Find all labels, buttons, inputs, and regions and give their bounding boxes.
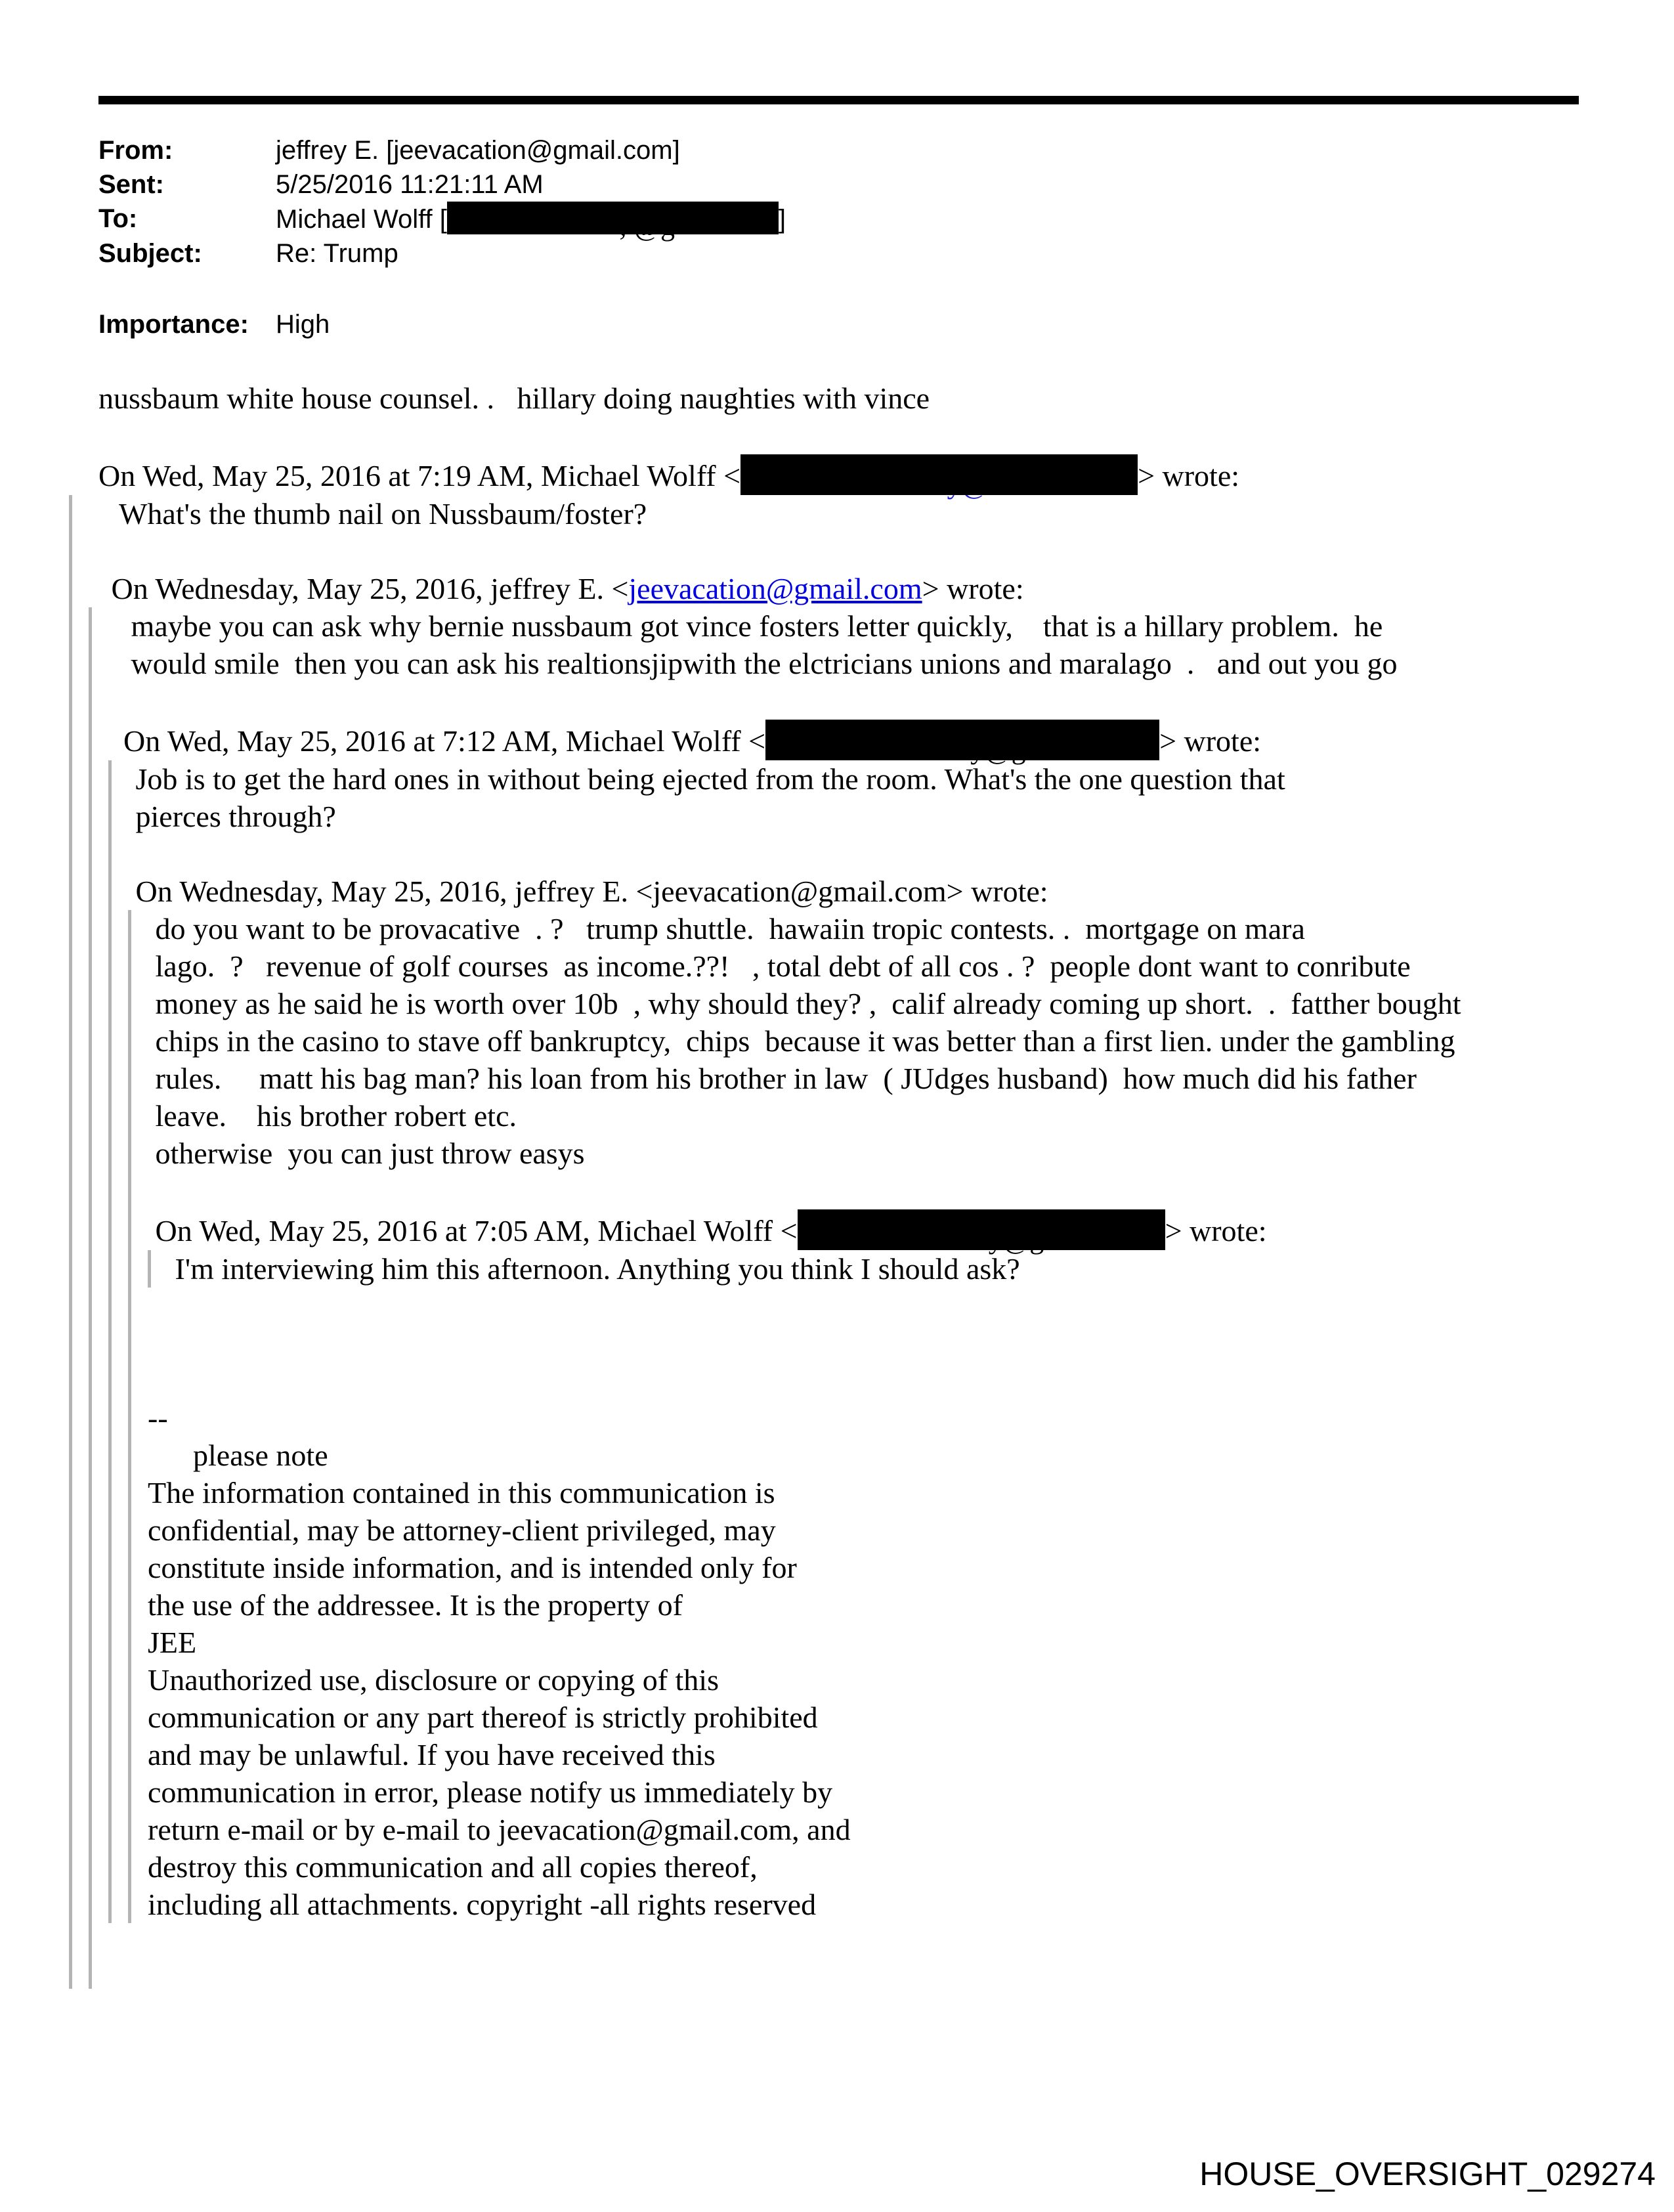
header-row-subject — [98, 236, 1674, 271]
header-row-sent — [98, 167, 1674, 202]
attribution-line-712 — [108, 720, 1599, 760]
redaction-cover — [740, 454, 1138, 495]
quoted-line: chips in the casino to stave off bankruptcy, chips because it was better than a first lien. under the gambling — [148, 1024, 1455, 1058]
redaction-box — [447, 202, 779, 234]
signature-line: confidential, may be attorney-client privileged, may — [148, 1513, 776, 1547]
header-value-subject: Re: Trump — [276, 239, 398, 268]
header-value-sent: 5/25/2016 11:21:11 AM — [276, 170, 544, 199]
attribution-prefix: On Wed, May 25, 2016 at 7:19 AM, Michael Wolff < — [98, 459, 741, 492]
header-label-sent: Sent: — [98, 170, 164, 199]
attribution-prefix: On Wednesday, May 25, 2016, jeffrey E. < — [89, 572, 629, 605]
signature-line: Unauthorized use, disclosure or copying of this — [148, 1663, 719, 1697]
redaction-cover — [798, 1209, 1165, 1250]
bates-stamp: HOUSE_OVERSIGHT_029274 — [1199, 2156, 1656, 2192]
attribution-line-jeffrey-1 — [89, 570, 1599, 607]
signature-line: JEE — [148, 1626, 197, 1659]
redaction-cover — [447, 202, 779, 234]
intro-line: nussbaum white house counsel. . hillary doing naughties with vince — [98, 381, 930, 415]
header-row-importance — [98, 307, 1674, 341]
quoted-line: leave. his brother robert etc. — [148, 1099, 517, 1133]
signature-line: destroy this communication and all copies thereof, — [148, 1850, 758, 1884]
header-label-to: To: — [98, 204, 138, 233]
quoted-line: would smile then you can ask his realtionsjipwith the elctricians unions and maralago . and out you go — [108, 647, 1398, 680]
signature-line: -- — [148, 1401, 168, 1435]
attribution-prefix: On Wed, May 25, 2016 at 7:12 AM, Michael Wolff < — [108, 724, 766, 758]
header-label-importance: Importance: — [98, 310, 249, 339]
signature-line: including all attachments. copyright -all rights reserved — [148, 1888, 817, 1921]
quote-level-5 — [148, 1250, 1599, 1288]
attribution-suffix: > wrote: — [1165, 1214, 1267, 1247]
header-value-importance: High — [276, 310, 330, 339]
signature-line: the use of the addressee. It is the property of — [148, 1588, 683, 1622]
to-value-prefix: Michael Wolff [ — [276, 205, 447, 234]
redaction-box — [798, 1209, 1165, 1250]
signature-line: and may be unlawful. If you have received this — [148, 1738, 716, 1771]
quoted-line: do you want to be provacative . ? trump shuttle. hawaiin tropic contests. . mortgage on mara — [148, 912, 1305, 945]
quoted-line: maybe you can ask why bernie nussbaum got vince fosters letter quickly, that is a hillary problem. he — [108, 609, 1383, 643]
email-address-link[interactable]: jeevacation@gmail.com — [628, 572, 922, 605]
attribution-line-705 — [148, 1209, 1599, 1250]
attribution-line-jeffrey-2: On Wednesday, May 25, 2016, jeffrey E. <jeevacation@gmail.com> wrote: — [128, 875, 1048, 908]
header-label-subject: Subject: — [98, 239, 202, 268]
email-body — [69, 380, 1599, 1989]
quoted-line: I'm interviewing him this afternoon. Anything you think I should ask? — [167, 1252, 1020, 1286]
signature-line: please note — [148, 1439, 328, 1472]
signature-line: communication in error, please notify us immediately by — [148, 1775, 833, 1809]
quoted-line: Job is to get the hard ones in without being ejected from the room. What's the one question that — [128, 762, 1285, 796]
redaction-cover — [765, 720, 1159, 760]
attribution-suffix: > wrote: — [1159, 724, 1262, 758]
quoted-line: money as he said he is worth over 10b , why should they? , calif already coming up short. . fatther bought — [148, 987, 1461, 1020]
attribution-prefix: On Wed, May 25, 2016 at 7:05 AM, Michael Wolff < — [148, 1214, 798, 1247]
redaction-box — [740, 454, 1138, 495]
attribution-suffix: > wrote: — [1138, 459, 1240, 492]
signature-line: constitute inside information, and is intended only for — [148, 1551, 797, 1584]
signature-line: communication or any part thereof is strictly prohibited — [148, 1701, 818, 1734]
quoted-line: pierces through? — [128, 800, 336, 833]
quote-level-4 — [128, 910, 1599, 1923]
header-label-from: From: — [98, 136, 173, 165]
email-header — [98, 133, 1674, 341]
signature-line: return e-mail or by e-mail to jeevacation@gmail.com, and — [148, 1813, 851, 1846]
quoted-line: otherwise you can just throw easys — [148, 1137, 585, 1170]
attribution-line-719 — [98, 454, 1599, 495]
attribution-suffix: > wrote: — [922, 572, 1024, 605]
header-row-to — [98, 202, 1674, 236]
quoted-line: lago. ? revenue of golf courses as income.??! , total debt of all cos . ? people dont want to conribute — [148, 949, 1411, 983]
header-value-from: jeffrey E. [jeevacation@gmail.com] — [276, 136, 680, 165]
quote-level-3 — [108, 760, 1599, 1923]
top-rule — [98, 96, 1579, 104]
header-row-from — [98, 133, 1674, 167]
quote-level-1 — [69, 495, 1599, 1989]
quoted-line: What's the thumb nail on Nussbaum/foster? — [89, 497, 647, 531]
quoted-line: rules. matt his bag man? his loan from his brother in law ( JUdges husband) how much did his father — [148, 1062, 1417, 1095]
signature-line: The information contained in this communication is — [148, 1476, 775, 1509]
redaction-box — [765, 720, 1159, 760]
header-value-to — [276, 202, 786, 236]
to-value-suffix: ] — [778, 205, 786, 234]
quote-level-2 — [89, 607, 1599, 1989]
